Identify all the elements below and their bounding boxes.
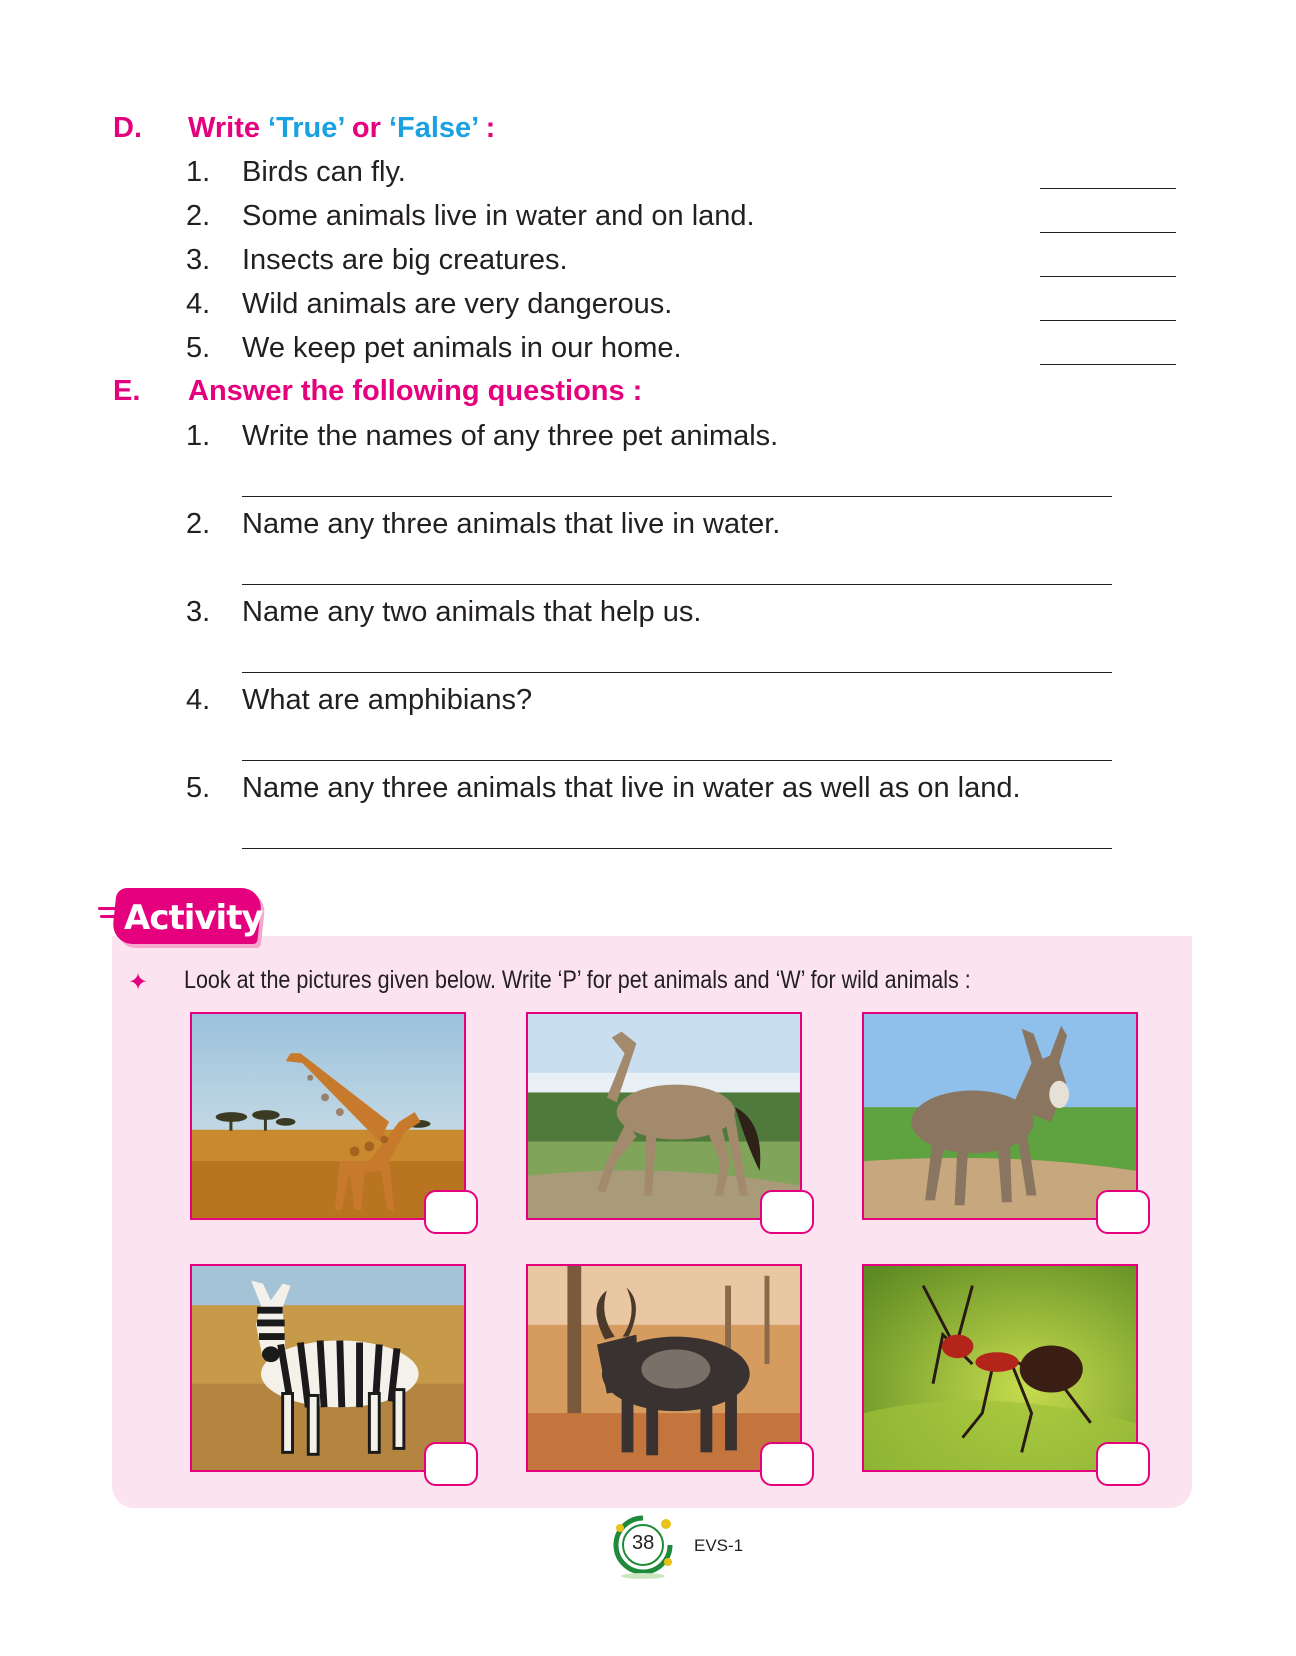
d-item-5-number: 5. [186, 332, 211, 364]
e-item-2-answer-line[interactable] [242, 584, 1112, 585]
d-item-4-text: Wild animals are very dangerous. [242, 288, 673, 320]
picture-bull [526, 1264, 802, 1472]
section-d-letter: D. [113, 112, 142, 144]
e-item-4-number: 4. [186, 684, 211, 716]
d-item-2-number: 2. [186, 200, 211, 232]
answer-box-zebra[interactable] [424, 1442, 478, 1486]
picture-giraffe [190, 1012, 466, 1220]
activity-label: Activity [124, 898, 263, 938]
d-item-2-answer-line[interactable] [1040, 232, 1176, 233]
title-write: Write [188, 112, 269, 144]
e-item-5-number: 5. [186, 772, 211, 804]
section-e-letter: E. [113, 375, 141, 407]
d-item-2-text: Some animals live in water and on land. [242, 200, 755, 232]
d-item-1-text: Birds can fly. [242, 156, 406, 188]
d-item-1-number: 1. [186, 156, 211, 188]
d-item-5-text: We keep pet animals in our home. [242, 332, 682, 364]
section-e-title: Answer the following questions : [188, 375, 643, 407]
section-d-title [188, 112, 495, 145]
e-item-1-answer-line[interactable] [242, 496, 1112, 497]
d-item-3-answer-line[interactable] [1040, 276, 1176, 277]
d-item-1-answer-line[interactable] [1040, 188, 1176, 189]
d-item-4-number: 4. [186, 288, 211, 320]
title-true: ‘True’ [268, 112, 344, 144]
bull-image [528, 1266, 800, 1470]
d-item-3-number: 3. [186, 244, 211, 276]
activity-instruction: Look at the pictures given below. Write ‘P’ for pet animals and ‘W’ for wild animals : [184, 966, 971, 994]
e-item-3-number: 3. [186, 596, 211, 628]
zebra-image [192, 1266, 464, 1470]
answer-box-ant[interactable] [1096, 1442, 1150, 1486]
answer-box-horse[interactable] [760, 1190, 814, 1234]
answer-box-giraffe[interactable] [424, 1190, 478, 1234]
giraffe-image [192, 1014, 464, 1218]
e-item-5-answer-line[interactable] [242, 848, 1112, 849]
d-item-3-text: Insects are big creatures. [242, 244, 568, 276]
e-item-1-number: 1. [186, 420, 211, 452]
donkey-image [864, 1014, 1136, 1218]
d-item-5-answer-line[interactable] [1040, 364, 1176, 365]
title-or: or [343, 112, 389, 144]
page-number: 38 [632, 1532, 655, 1554]
picture-zebra [190, 1264, 466, 1472]
ant-image [864, 1266, 1136, 1470]
e-item-1-text: Write the names of any three pet animals. [242, 420, 779, 452]
bullet-star-icon: ✦ [128, 969, 149, 996]
e-item-5-text: Name any three animals that live in water as well as on land. [242, 772, 1021, 804]
d-item-4-answer-line[interactable] [1040, 320, 1176, 321]
book-code: EVS-1 [694, 1536, 744, 1555]
title-colon: : [477, 112, 496, 144]
picture-horse [526, 1012, 802, 1220]
title-false: ‘False’ [388, 112, 478, 144]
e-item-4-answer-line[interactable] [242, 760, 1112, 761]
picture-donkey [862, 1012, 1138, 1220]
picture-ant [862, 1264, 1138, 1472]
horse-image [528, 1014, 800, 1218]
e-item-3-text: Name any two animals that help us. [242, 596, 702, 628]
answer-box-donkey[interactable] [1096, 1190, 1150, 1234]
e-item-2-text: Name any three animals that live in water. [242, 508, 781, 540]
e-item-2-number: 2. [186, 508, 211, 540]
e-item-3-answer-line[interactable] [242, 672, 1112, 673]
e-item-4-text: What are amphibians? [242, 684, 533, 716]
answer-box-bull[interactable] [760, 1442, 814, 1486]
